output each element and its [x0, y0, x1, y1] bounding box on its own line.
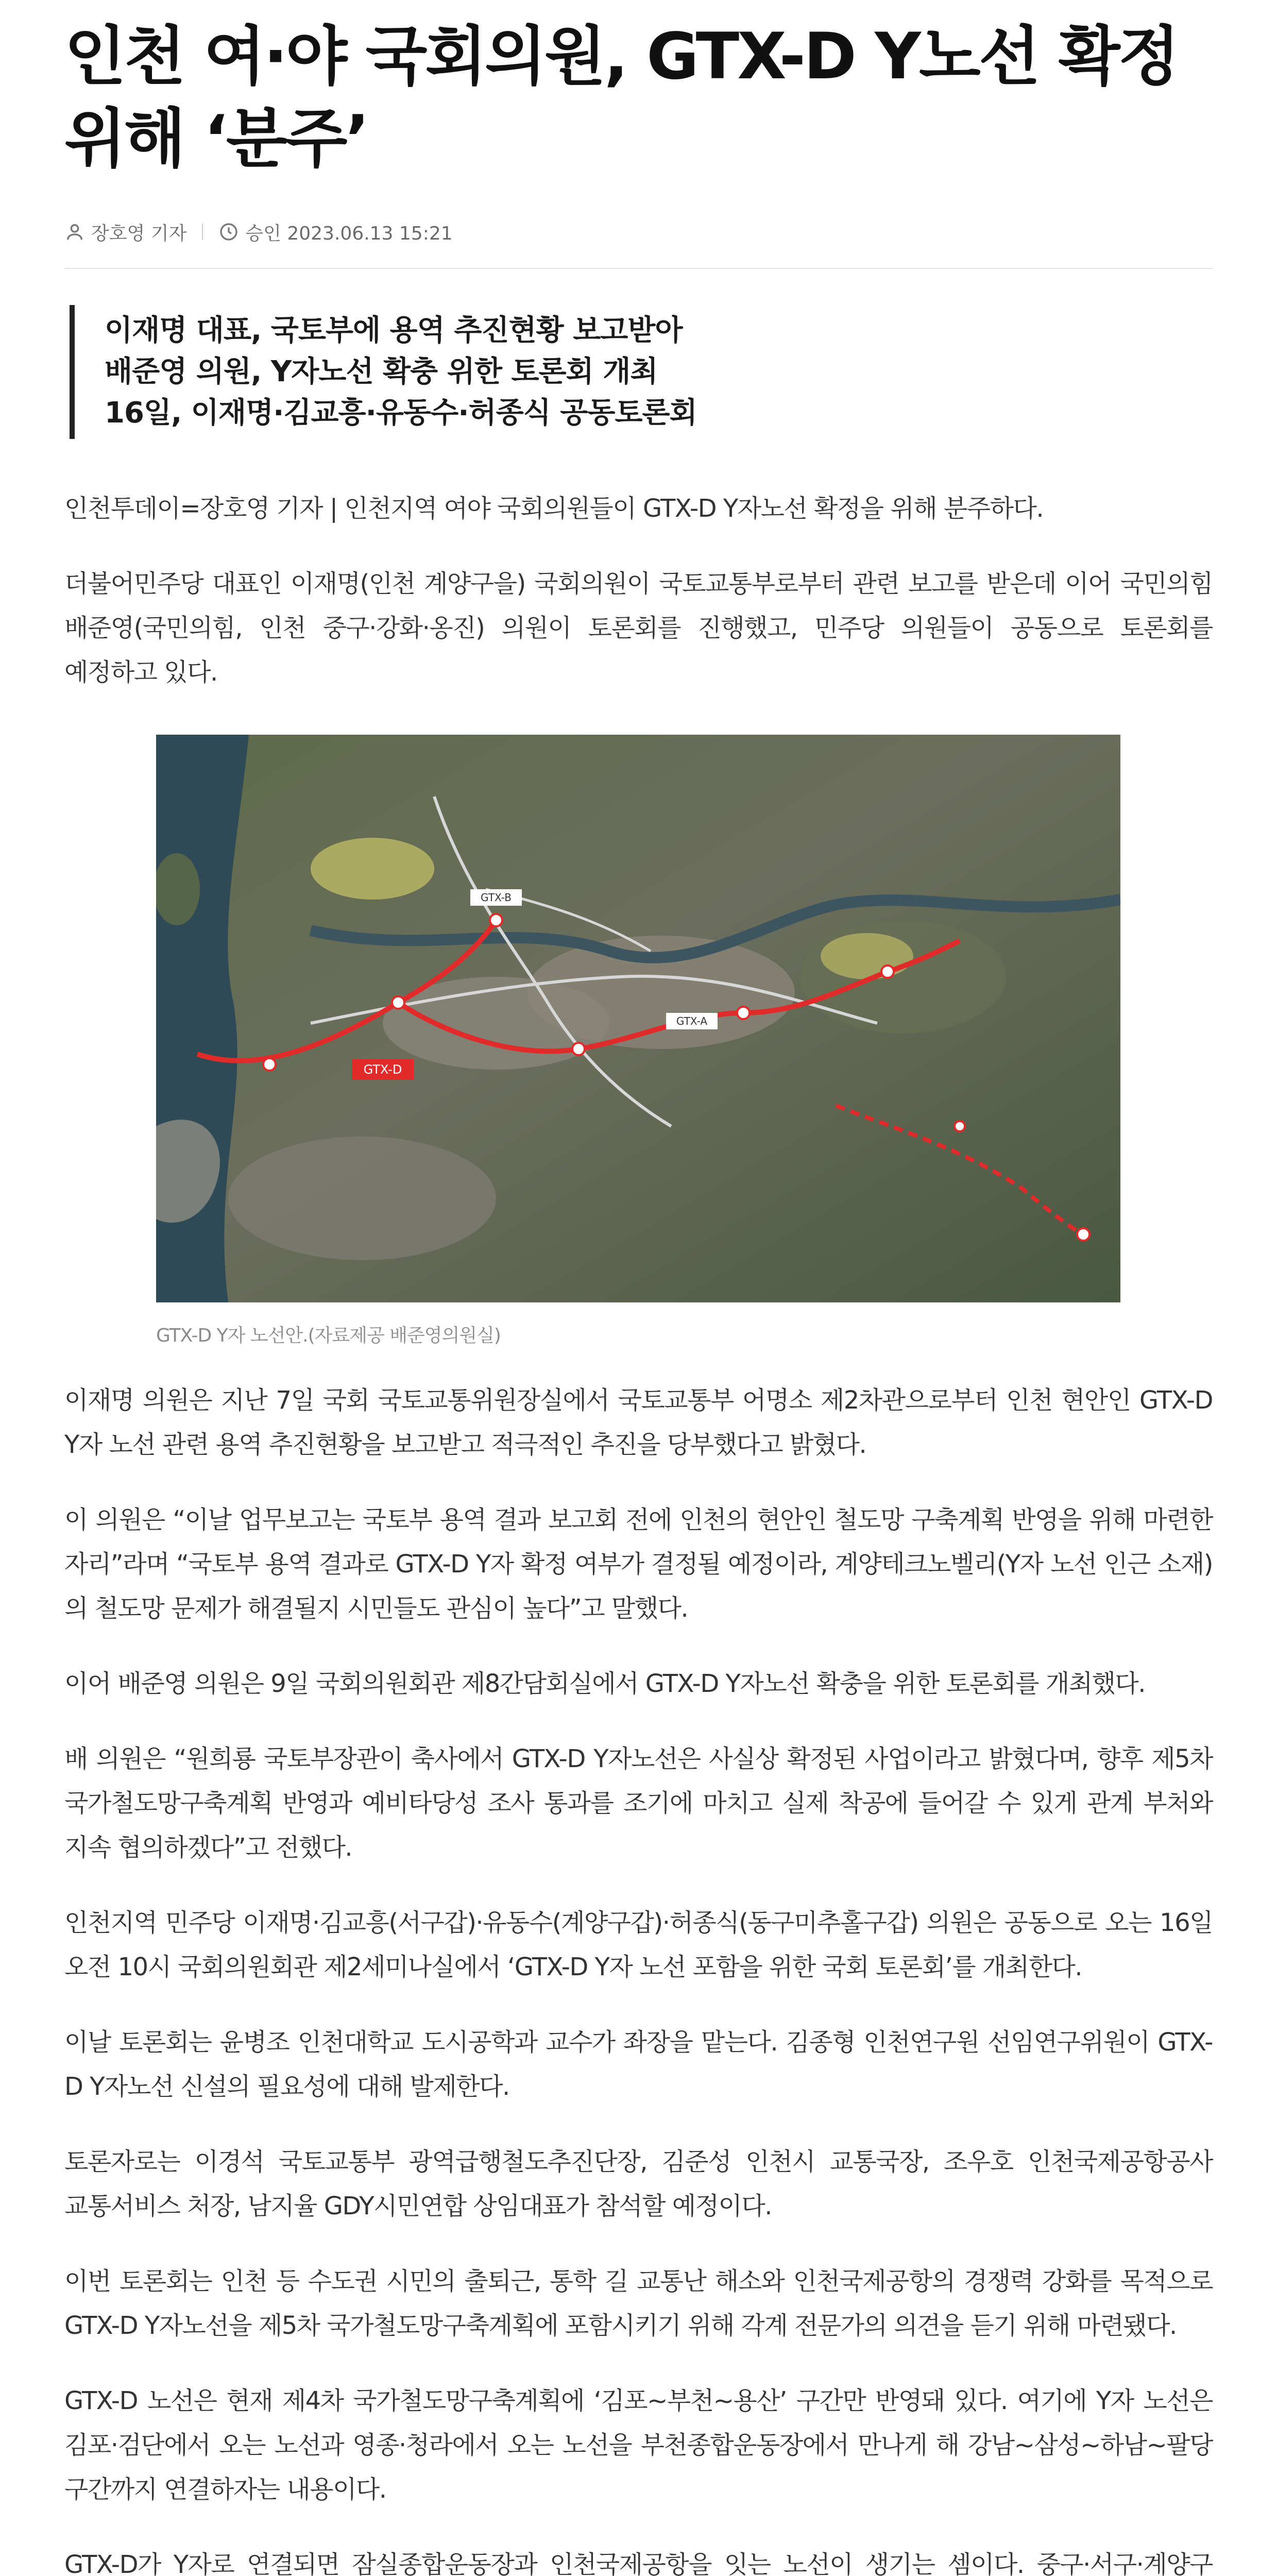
article-paragraph: 인천지역 민주당 이재명·김교흥(서구갑)·유동수(계양구갑)·허종식(동구미추홀구갑) 의원은 공동으로 오는 16일 오전 10시 국회의원회관 제2세미나실에서 ‘GTX-D Y자 노선 포함을 위한 국회 토론회’를 개최한다. — [64, 1908, 1213, 1981]
article-paragraph: 인천투데이=장호영 기자 | 인천지역 여야 국회의원들이 GTX-D Y자노선 확정을 위해 분주하다. — [64, 494, 1044, 523]
clock-icon — [218, 222, 239, 242]
user-icon — [64, 222, 85, 242]
subheading: 이재명 대표, 국토부에 용역 추진현황 보고받아 — [105, 314, 683, 347]
header-divider — [64, 268, 1213, 269]
article-paragraph: 이날 토론회는 윤병조 인천대학교 도시공학과 교수가 좌장을 맡는다. 김종형 인천연구원 선임연구위원이 GTX-D Y자노선 신설의 필요성에 대해 발제한다. — [64, 2028, 1213, 2101]
subheading: 16일, 이재명·김교흥·유동수·허종식 공동토론회 — [105, 396, 697, 430]
article-paragraph: 이어 배준영 의원은 9일 국회의원회관 제8간담회실에서 GTX-D Y자노선 확충을 위한 토론회를 개최했다. — [64, 1669, 1146, 1698]
article-paragraph: 이 의원은 “이날 업무보고는 국토부 용역 결과 보고회 전에 인천의 현안인 철도망 구축계획 반영을 위해 마련한 자리”라며 “국토부 용역 결과로 GTX-D Y자 확정 여부가 결정될 예정이라, 계양테크노벨리(Y자 노선 인근 소재)의 철도망 문제가 해결될지 시민들도 관심이 높다”고 말했다. — [64, 1505, 1213, 1623]
article-figure — [64, 735, 1213, 1347]
article-paragraph: GTX-D가 Y자로 연결되면 잠실종합운동장과 인천국제공항을 잇는 노선이 생기는 셈이다. 중구·서구·계양구 — [64, 2550, 1213, 2576]
article-paragraph: 배 의원은 “원희룡 국토부장관이 축사에서 GTX-D Y자노선은 사실상 확정된 사업이라고 밝혔다며, 향후 제5차 국가철도망구축계획 반영과 예비타당성 조사 통과를 조기에 마치고 실제 착공에 들어갈 수 있게 관계 부처와 지속 협의하겠다”고 전했다. — [64, 1744, 1213, 1862]
map-label-gtx-d: GTX-D — [363, 1062, 402, 1077]
article-paragraph: 더불어민주당 대표인 이재명(인천 계양구을) 국회의원이 국토교통부로부터 관련 보고를 받은데 이어 국민의힘 배준영(국민의힘, 인천 중구·강화·옹진) 의원이 토론회를 진행했고, 민주당 의원들이 공동으로 토론회를 예정하고 있다. — [64, 569, 1213, 687]
map-label-gtx-a: GTX-A — [676, 1015, 708, 1027]
figure-caption: GTX-D Y자 노선안.(자료제공 배준영의원실) — [156, 1325, 501, 1346]
article-meta — [64, 216, 1213, 247]
article-subheadings — [70, 305, 1213, 439]
route-map-image[interactable] — [156, 735, 1120, 1302]
article-paragraph: 이번 토론회는 인천 등 수도권 시민의 출퇴근, 통학 길 교통난 해소와 인천국제공항의 경쟁력 강화를 목적으로 GTX-D Y자노선을 제5차 국가철도망구축계획에 포함시키기 위해 각계 전문가의 의견을 듣기 위해 마련됐다. — [64, 2267, 1213, 2340]
article-paragraph: GTX-D 노선은 현재 제4차 국가철도망구축계획에 ‘김포~부천~용산’ 구간만 반영돼 있다. 여기에 Y자 노선은 김포·검단에서 오는 노선과 영종·청라에서 오는 노선을 부천종합운동장에서 만나게 해 강남~삼성~하남~팔당 구간까지 연결하자는 내용이다. — [64, 2386, 1213, 2504]
article-title: 인천 여·야 국회의원, GTX-D Y노선 확정위해 ‘분주’ — [64, 20, 1178, 176]
publish-date: 승인 2023.06.13 15:21 — [245, 223, 453, 244]
meta-divider — [202, 224, 203, 240]
map-label-gtx-b: GTX-B — [481, 891, 512, 904]
article-paragraph: 이재명 의원은 지난 7일 국회 국토교통위원장실에서 국토교통부 어명소 제2차관으로부터 인천 현안인 GTX-D Y자 노선 관련 용역 추진현황을 보고받고 적극적인 추진을 당부했다고 밝혔다. — [64, 1386, 1213, 1459]
subheading: 배준영 의원, Y자노선 확충 위한 토론회 개최 — [105, 355, 658, 388]
article-paragraph: 토론자로는 이경석 국토교통부 광역급행철도추진단장, 김준성 인천시 교통국장, 조우호 인천국제공항공사 교통서비스 처장, 남지율 GDY시민연합 상임대표가 참석할 예정이다. — [64, 2147, 1213, 2221]
author-label[interactable]: 장호영 기자 — [91, 223, 187, 244]
